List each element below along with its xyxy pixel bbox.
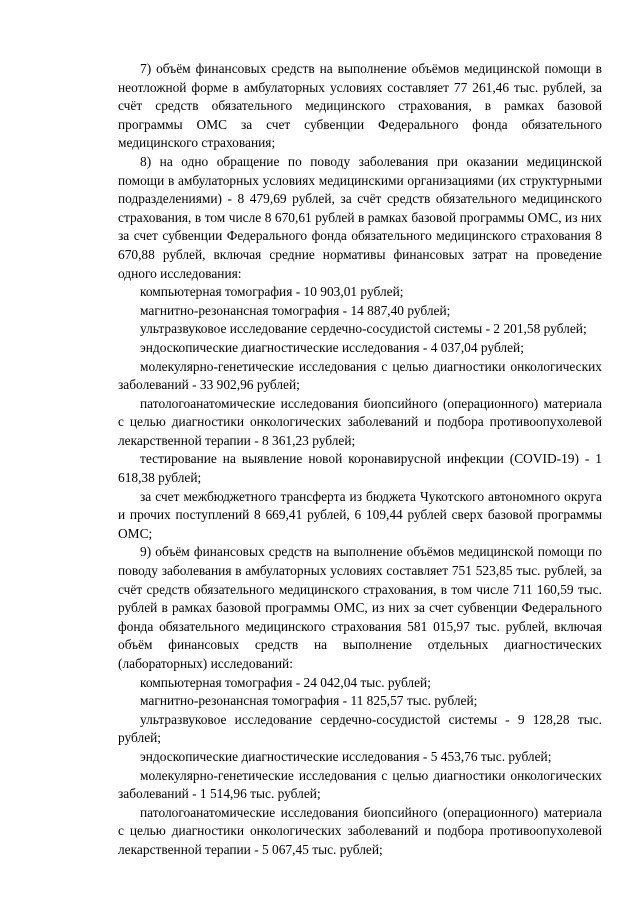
list-item: молекулярно-генетические исследования с целью диагностики онкологических заболеваний - 1 514,96 тыс. рублей;: [118, 767, 602, 802]
paragraph-item-9: 9) объём финансовых средств на выполнение объёмов медицинской помощи по поводу заболевания в амбулаторных условиях составляет 751 523,85 тыс. рублей, за счёт средств обязательного медицинского страхования, в том числе 711 160,59 тыс. рублей в рамках базовой программы ОМС, из них за счет субвенции Федерального фонда обязательного медицинского страхования 581 015,97 тыс. рублей, включая объём финансовых средств на выполнение отдельных диагностических (лабораторных) исследований:: [118, 544, 602, 671]
list-item: компьютерная томография - 24 042,04 тыс. рублей;: [140, 674, 431, 690]
list-item: тестирование на выявление новой коронавирусной инфекции (COVID-19) - 1 618,38 рублей;: [118, 451, 602, 486]
paragraph-item-7: 7) объём финансовых средств на выполнение объёмов медицинской помощи в неотложной форме в амбулаторных условиях составляет 77 261,46 тыс. рублей, за счёт средств обязательного медицинского страхования, в рамках базовой программы ОМС за счет субвенции Федерального фонда обязательного медицинского страхования;: [118, 61, 602, 151]
list-item: магнитно-резонансная томография - 11 825,57 тыс. рублей;: [140, 693, 478, 709]
list-item: магнитно-резонансная томография - 14 887,40 рублей;: [140, 302, 451, 318]
document-page: [118, 60, 602, 860]
list-item: ультразвуковое исследование сердечно-сосудистой системы - 2 201,58 рублей;: [140, 321, 587, 337]
list-item: компьютерная томография - 10 903,01 рублей;: [140, 284, 404, 300]
list-item: патологоанатомические исследования биопсийного (операционного) материала с целью диагностики онкологических заболеваний и подбора противоопухолевой лекарственной терапии - 5 067,45 тыс. рублей;: [118, 804, 602, 857]
paragraph-transfer: за счет межбюджетного трансферта из бюджета Чукотского автономного округа и прочих поступлений 8 669,41 рублей, 6 109,44 рублей сверх базовой программы ОМС;: [118, 488, 602, 541]
list-item: молекулярно-генетические исследования с целью диагностики онкологических заболеваний - 33 902,96 рублей;: [118, 358, 602, 393]
list-item: эндоскопические диагностические исследования - 5 453,76 тыс. рублей;: [140, 748, 552, 764]
paragraph-item-8: 8) на одно обращение по поводу заболевания при оказании медицинской помощи в амбулаторных условиях медицинскими организациями (их структурными подразделениями) - 8 479,69 рублей, за счёт средств обязательного медицинского страхования, в том числе 8 670,61 рублей в рамках базовой программы ОМС, из них за счет субвенции Федерального фонда обязательного медицинского страхования 8 670,88 рублей, включая средние нормативы финансовых затрат на проведение одного исследования:: [118, 153, 602, 281]
list-item: ультразвуковое исследование сердечно-сосудистой системы - 9 128,28 тыс. рублей;: [118, 711, 602, 746]
list-item: патологоанатомические исследования биопсийного (операционного) материала с целью диагностики онкологических заболеваний и подбора противоопухолевой лекарственной терапии - 8 361,23 рублей;: [118, 395, 602, 448]
list-item: эндоскопические диагностические исследования - 4 037,04 рублей;: [140, 339, 524, 355]
